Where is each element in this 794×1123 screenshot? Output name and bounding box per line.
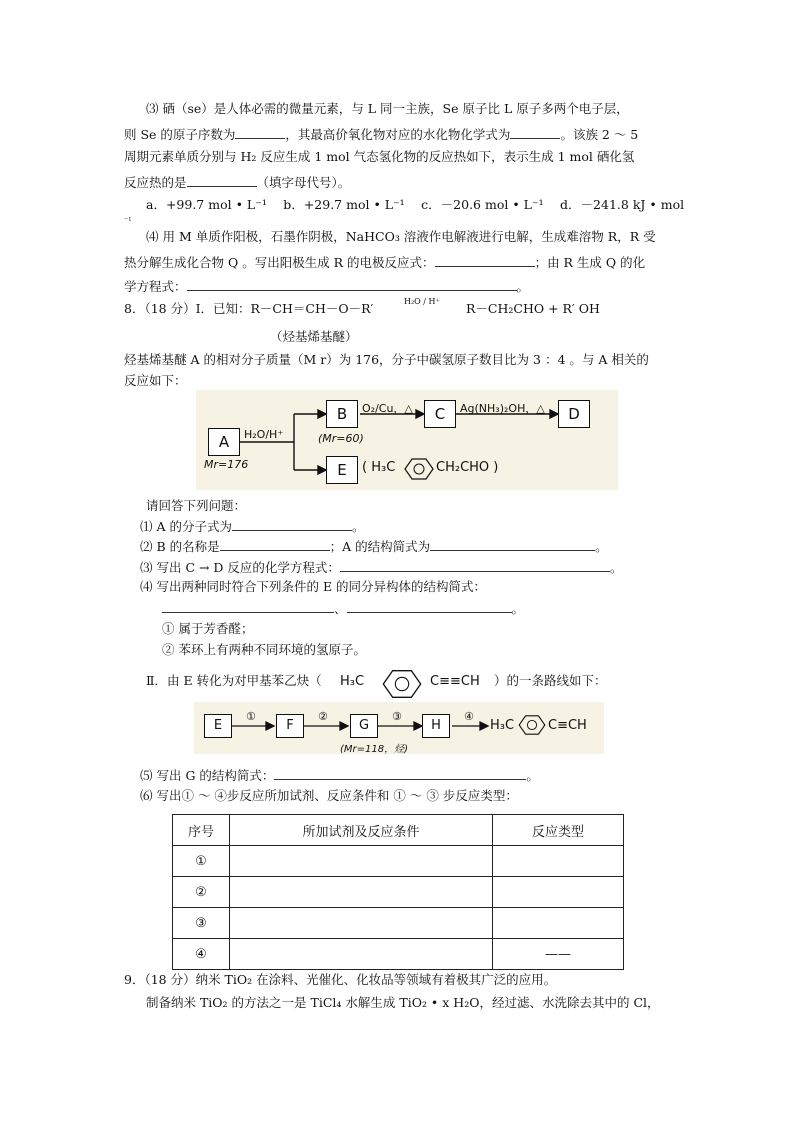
product-h3c: H₃C xyxy=(340,674,365,689)
table-row xyxy=(173,908,624,939)
row-number: ③ xyxy=(173,908,230,939)
compound-d-box: D xyxy=(558,400,590,428)
answer-blank[interactable] xyxy=(430,536,595,551)
q9-line2: 制备纳米 TiO₂ 的方法之一是 TiCl₄ 水解生成 TiO₂ • x H₂O，经过滤、水洗除去其中的 Cl， xyxy=(146,995,660,1010)
e-structure-left: ( H₃C xyxy=(362,460,396,475)
route-product-left: H₃C xyxy=(490,718,515,733)
compound-a-box: A xyxy=(208,428,240,456)
condition-1: ① 属于芳香醛； xyxy=(162,621,254,636)
e-structure-right: CH₂CHO ) xyxy=(436,460,499,475)
route-product-right: C≡CH xyxy=(548,718,587,733)
reagent-cell[interactable] xyxy=(230,877,493,908)
part-2-intro-right: ）的一条路线如下： xyxy=(494,673,607,688)
step-3-label: ③ xyxy=(392,710,402,723)
reagent-table xyxy=(172,814,624,970)
compound-c-box: C xyxy=(424,400,456,428)
table-row xyxy=(173,939,624,970)
benzene-ring-icon xyxy=(382,668,422,700)
q8-4: ⑷ 写出两种同时符合下列条件的 E 的同分异构体的结构简式： xyxy=(140,579,487,594)
table-header-row xyxy=(173,815,624,846)
q7-4-line2: 热分解生成化合物 Q 。写出阳极生成 R 的电极反应式： ；由 R 生成 Q 的化 xyxy=(124,252,645,272)
header-number: 序号 xyxy=(173,815,230,846)
q8-reaction-condition: H₂O / H⁺ xyxy=(404,297,440,306)
q8-ether-name: （烃基烯基醚） xyxy=(270,329,358,344)
answer-blank[interactable] xyxy=(340,557,610,572)
mr-g-label: (Mr=118，烃) xyxy=(340,744,409,755)
h2o-condition: H₂O/H⁺ xyxy=(244,428,284,441)
q7-3-options-tail: ⁻¹ xyxy=(124,216,132,225)
table-row xyxy=(173,846,624,877)
q8-description-1: 烃基烯基醚 A 的相对分子质量（M r）为 176，分子中碳氢原子数目比为 3 ：4 。与 A 相关的 xyxy=(124,352,649,367)
step-4-label: ④ xyxy=(464,710,474,723)
q7-4-line3: 学方程式： 。 xyxy=(124,276,529,296)
q7-3-line3: 周期元素单质分别与 H₂ 反应生成 1 mol 气态氢化物的反应热如下，表示生成 1 mol 硒化氢 xyxy=(124,149,635,164)
reagent-cell[interactable] xyxy=(230,908,493,939)
answer-blank[interactable] xyxy=(187,172,257,187)
row-number: ④ xyxy=(173,939,230,970)
type-cell-dash: —— xyxy=(493,939,624,970)
q8-description-2: 反应如下： xyxy=(124,373,187,388)
header-reagents: 所加试剂及反应条件 xyxy=(230,815,493,846)
q8-6: ⑹ 写出① ～ ④步反应所加试剂、反应条件和 ① ～ ③ 步反应类型： xyxy=(140,788,518,803)
q7-3-line4: 反应热的是 （填字母代号）。 xyxy=(124,172,350,192)
mr-a-label: Mr=176 xyxy=(204,458,249,471)
route-e-box: E xyxy=(204,714,232,738)
benzene-ring-icon xyxy=(404,457,434,481)
type-cell[interactable] xyxy=(493,908,624,939)
answer-blank[interactable] xyxy=(347,598,512,613)
q9-line1: 9．（18 分）纳米 TiO₂ 在涂料、光催化、化妆品等领域有着极其广泛的应用。 xyxy=(124,972,557,987)
q8-1: ⑴ A 的分子式为 。 xyxy=(140,516,365,536)
type-cell[interactable] xyxy=(493,846,624,877)
row-number: ① xyxy=(173,846,230,877)
answer-blank[interactable] xyxy=(435,252,535,267)
product-alkyne: C≡≡CH xyxy=(430,674,480,689)
route-f-box: F xyxy=(276,714,304,738)
part-2-intro-left: Ⅱ．由 E 转化为对甲基苯乙炔（ xyxy=(146,673,322,688)
route-h-box: H xyxy=(422,714,450,738)
compound-b-box: B xyxy=(326,400,358,428)
row-number: ② xyxy=(173,877,230,908)
q8-2: ⑵ B 的名称是 ；A 的结构简式为 。 xyxy=(140,536,608,556)
type-cell[interactable] xyxy=(493,877,624,908)
reagent-cell[interactable] xyxy=(230,846,493,877)
compound-e-box: E xyxy=(326,456,358,484)
table-row xyxy=(173,877,624,908)
answer-blank[interactable] xyxy=(220,536,330,551)
q7-3-line2: 则 Se 的原子序数为 ，其最高价氧化物对应的水化物化学式为 。该族 2 ～ 5 xyxy=(124,124,638,144)
step-2-label: ② xyxy=(318,710,328,723)
q8-ask: 请回答下列问题： xyxy=(146,498,247,513)
step-1-label: ① xyxy=(246,710,256,723)
reagent-cell[interactable] xyxy=(230,939,493,970)
q8-reaction-product: R－CH₂CHO + R′ OH xyxy=(466,301,600,316)
answer-blank[interactable] xyxy=(274,765,526,780)
q8-heading: 8．（18 分）Ⅰ．已知：R－CH＝CH－O－R′ xyxy=(124,301,374,316)
oxidation-condition: O₂/Cu，△ xyxy=(362,402,413,415)
answer-blank[interactable] xyxy=(187,276,517,291)
answer-blank[interactable] xyxy=(510,124,560,139)
mr-b-label: (Mr=60) xyxy=(318,432,364,445)
header-type: 反应类型 xyxy=(493,815,624,846)
q7-4-line1: ⑷ 用 M 单质作阳极，石墨作阴极，NaHCO₃ 溶液作电解液进行电解，生成难溶物 R，R 受 xyxy=(146,229,656,244)
benzene-ring-icon xyxy=(518,714,546,736)
q8-5: ⑸ 写出 G 的结构简式： 。 xyxy=(140,765,539,785)
route-g-box: G xyxy=(350,714,378,738)
condition-2: ② 苯环上有两种不同环境的氢原子。 xyxy=(162,642,366,657)
q8-4-answers: 、 。 xyxy=(162,598,524,618)
q7-3-options: a．+99.7 mol • L⁻¹ b．+29.7 mol • L⁻¹ c．－20.6 mol • L⁻¹ d．－241.8 kJ • mol xyxy=(146,197,685,212)
q8-3: ⑶ 写出 C → D 反应的化学方程式： 。 xyxy=(140,557,622,577)
tollens-condition: Ag(NH₃)₂OH，△ xyxy=(460,402,545,415)
answer-blank[interactable] xyxy=(232,516,352,531)
q7-3-line1: ⑶ 硒（se）是人体必需的微量元素，与 L 同一主族，Se 原子比 L 原子多两个电子层， xyxy=(146,101,629,116)
answer-blank[interactable] xyxy=(235,124,285,139)
answer-blank[interactable] xyxy=(162,598,334,613)
